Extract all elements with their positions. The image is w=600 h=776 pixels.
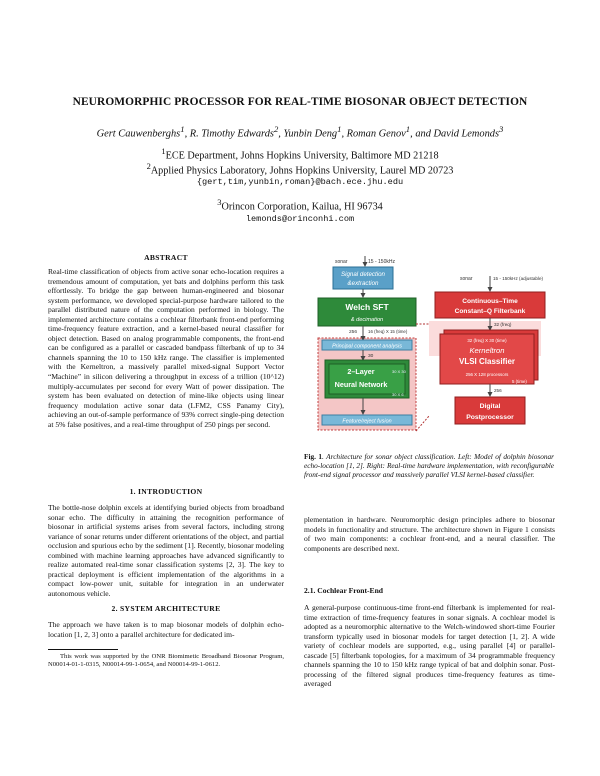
sonar-top-range: 15 - 150kHz [368,259,395,265]
affiliation-2-text: Applied Physics Laboratory, Johns Hopkins University, Laurel MD 20723 [150,165,454,177]
figure-caption [304,452,554,480]
paper-title: NEUROMORPHIC PROCESSOR FOR REAL-TIME BIOSONAR OBJECT DETECTION [72,96,528,108]
sonar-right-label: sonar [460,276,473,282]
right-para-2: A general-purpose continuous-time front-end filterbank is implemented for real-time extraction of time-frequency features in sonar signals. A cochlear model is adopted as a neuromorphic alternative to the Welch-windowed short-time Fourier transform typically used in biosonar models for target detection [1, 2]. A wide variety of cochlear models are supported, e.g., using parallel [4] or parallel-cascade [5] filterbank topologies, for a maximum of 34 programmable frequency channels spanning the 10 to 150 kHz range typical of bat and dolphin sonar. Post-processing of the filtered signal produces time-frequency features as time-averaged [304,603,555,689]
caption-text: . Architecture for sonar object classification. Left: Model of dolphin biosonar echo-location [1, 2]. Right: Real-time hardware implementation, with reconfigurable front-end signal processor and massively parallel VLSI kernel-based classifier. [304,452,554,480]
dim-256-label: 256 [349,330,358,335]
sonar-top-label: sonar [335,259,348,265]
right-para-1: plementation in hardware. Neuromorphic design principles adhere to biosonar models in functionality and structure. The architecture shown in Figure 1 consists of two main components: a cochlear front-end, and a neural classifier. The components are described next. [304,515,555,553]
author: Gert Cauwenberghs [96,128,181,140]
postproc-label: Postprocessor [466,414,514,421]
author-sup: 1 [180,124,185,134]
abstract-heading: ABSTRACT [144,253,188,262]
dims-30x6-label: 30 X 6 [392,392,404,397]
dims-30x30-label: 30 X 30 [392,369,406,374]
arch-heading: 2. SYSTEM ARCHITECTURE [111,604,221,613]
extraction-label: &extraction [347,280,379,287]
architecture-figure [305,256,555,456]
ctcq-line1: Continuous–Time [462,298,518,305]
author-list: Gert Cauwenberghs$^1$, R. Timothy Edwards$^2$, Yunbin Deng$^1$, Roman Genov$^1$, and David Lemonds$^3$ [96,124,504,140]
affiliation-2: $^2$Applied Physics Laboratory, Johns Hopkins University, Laurel MD 20723 [146,161,454,177]
abstract-body: Real-time classification of objects from active sonar echo-location requires a tremendous amount of computation, yet bats and dolphins perform this task effortlessly. To bridge the gap between human-engineered and biosonar system performance, we developed special-purpose hardware tailored to the parallel distributed nature of the computation performed in biology. The implemented architecture contains a cochlear filterbank front-end performing time-frequency feature extraction, and a kernel-based neural classifier for object detection. Based on analog programmable components, the front-end can be configured as a parallel or cascaded bandpass filterbank of up to 34 channels spanning the 10 to 150 kHz range. The classifier is implemented with the Kerneltron, a massively parallel mixed-signal Support Vector “Machine” in silicon delivering a throughput in excess of a trillion (10^12) multiply-accumulates per second for every Watt of power dissipation. The system has been evaluated on detection of mine-like objects using linear frequency modulation active sonar data (LFM2, CSS Panamy City), achieving an out-of-sample performance of 93% correct single-ping detection at 5% false positives, and a real-time throughput of 250 pings per second. [48,267,284,429]
author: David Lemonds [433,128,500,140]
proc-label: 256 X 128 processors [465,372,509,377]
footnote-rule [48,649,118,650]
dims-time-label: 16 (freq) X 15 (time) [368,329,408,334]
kerneltron-label: Kerneltron [469,346,505,355]
digital-label: Digital [479,403,501,410]
welch-label: Welch SFT [345,302,389,312]
arch-body: The approach we have taken is to map biosonar models of dolphin echo-location [1, 2, 3] onto a parallel architecture for dedicated im- [48,620,284,639]
author-sup: 2 [273,124,279,134]
intro-body: The bottle-nose dolphin excels at identifying buried objects from broadband sonar echo. The difficulty in attaining the recognition performance of biosonar in artificial systems arises from several factors, including strong variance of sonar returns under different orientations of the object, and partial occlusion and spurious echo by the sediment [1]. Recently, biosonar modeling combined with machine learning approaches have advanced significantly to realize automated real-time sonar classification systems [2, 3]. The key to practical deployment is efficient implementation of the algorithms in a compact low-power unit, suitable for integration in an underwater autonomous vehicle. [48,503,284,598]
dim-32freq-label: 32 (freq) [494,322,512,327]
author-sup: 1 [337,124,342,134]
decimation-label: & decimation [350,317,384,323]
affiliation-1-text: ECE Department, Johns Hopkins University, Baltimore MD 21218 [165,150,439,162]
signal-detection-label: Signal detection [340,271,386,278]
author: Yunbin Deng [283,128,338,140]
pca-label: Principal component analysis [332,343,402,350]
email-1: {gert,tim,yunbin,roman}@bach.ece.jhu.edu [196,177,404,187]
kern-dims-label: 32 (freq) X 30 (time) [467,338,507,343]
cochlear-heading: 2.1. Cochlear Front-End [304,586,384,595]
sonar-right-range: 15 - 150kHz (adjustable) [493,276,544,281]
footnote: This work was supported by the ONR Biomimetic Broadband Biosonar Program, N00014-01-1-0315, N00014-99-1-0654, and N00014-99-1-0612. [48,653,284,669]
dim-30-label: 30 [368,354,374,359]
affiliation-1: $^1$ECE Department, Johns Hopkins University, Baltimore MD 21218 [161,146,439,162]
affiliation-3-text: Orincon Corporation, Kailua, HI 96734 [221,201,383,213]
ctcq-line2: Constant–Q Filterbank [454,308,526,315]
caption-label: Fig. 1 [304,452,323,461]
email-3: lemonds@orinconhi.com [245,214,355,224]
author-sup: 1 [405,124,411,134]
fusion-label: Feature/reject fusion [342,418,392,425]
two-layer-label: 2–Layer [347,367,375,376]
author-sup: 3 [499,124,504,134]
author: R. Timothy Edwards [189,128,274,140]
neural-network-label: Neural Network [334,380,388,389]
affiliation-3: $^3$Orincon Corporation, Kailua, HI 96734 [217,197,383,213]
intro-heading: 1. INTRODUCTION [129,487,203,496]
vlsi-label: VLSI Classifier [458,357,516,366]
dim-256b-label: 256 [494,388,502,393]
author: Roman Genov [346,128,406,140]
dim-time-label: 5 (time) [512,379,527,384]
